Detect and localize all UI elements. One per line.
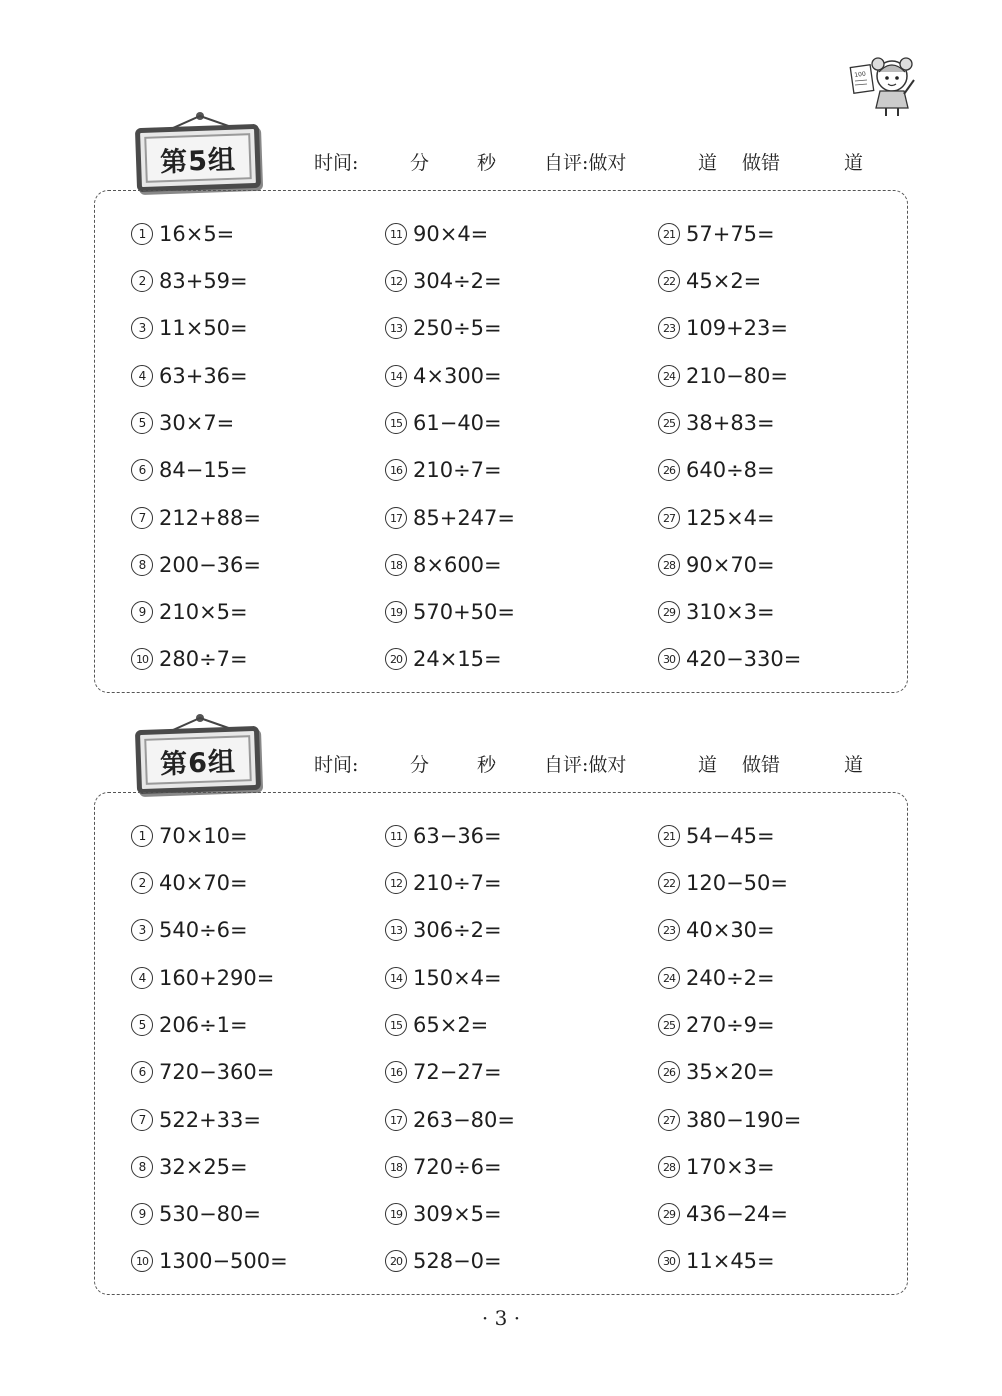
problem-number: 11 — [385, 825, 407, 847]
problem-item — [131, 266, 248, 296]
problem-expression: 150×4= — [413, 966, 502, 990]
problem-item — [131, 408, 234, 438]
group-title: 第5组 — [144, 133, 252, 183]
problem-number: 22 — [658, 270, 680, 292]
problem-expression: 11×45= — [686, 1249, 775, 1273]
problem-expression: 32×25= — [159, 1155, 248, 1179]
problem-expression: 530−80= — [159, 1202, 261, 1226]
problem-number: 9 — [131, 1203, 153, 1225]
problem-number: 6 — [131, 459, 153, 481]
problem-expression: 63+36= — [159, 364, 248, 388]
problem-number: 12 — [385, 872, 407, 894]
problem-expression: 570+50= — [413, 600, 515, 624]
problem-number: 1 — [131, 223, 153, 245]
group-title-frame — [135, 124, 261, 192]
problem-number: 2 — [131, 270, 153, 292]
problem-item — [658, 361, 788, 391]
problem-expression: 528−0= — [413, 1249, 502, 1273]
problem-expression: 1300−500= — [159, 1249, 288, 1273]
minutes-label: 分 — [410, 152, 430, 174]
problem-number: 1 — [131, 825, 153, 847]
problem-number: 13 — [385, 919, 407, 941]
problem-number: 9 — [131, 601, 153, 623]
problem-item — [658, 1057, 775, 1087]
problem-expression: 83+59= — [159, 269, 248, 293]
problem-number: 25 — [658, 412, 680, 434]
problem-number: 21 — [658, 825, 680, 847]
problem-expression: 109+23= — [686, 316, 788, 340]
problem-number: 5 — [131, 1014, 153, 1036]
correct-unit-label: 道 — [698, 754, 718, 776]
problem-expression: 304÷2= — [413, 269, 502, 293]
problem-item — [385, 219, 488, 249]
problem-box — [94, 792, 908, 1295]
problem-number: 12 — [385, 270, 407, 292]
problem-expression: 210÷7= — [413, 458, 502, 482]
problem-number: 7 — [131, 507, 153, 529]
problem-item — [658, 1199, 788, 1229]
problem-number: 19 — [385, 601, 407, 623]
problem-number: 8 — [131, 1156, 153, 1178]
problem-expression: 720÷6= — [413, 1155, 502, 1179]
problem-number: 21 — [658, 223, 680, 245]
problem-number: 16 — [385, 1061, 407, 1083]
problem-expression: 309×5= — [413, 1202, 502, 1226]
problem-expression: 54−45= — [686, 824, 775, 848]
problem-expression: 72−27= — [413, 1060, 502, 1084]
seconds-label: 秒 — [477, 754, 497, 776]
problem-item — [131, 313, 248, 343]
problem-item — [131, 821, 248, 851]
problem-number: 4 — [131, 967, 153, 989]
problem-item — [658, 219, 775, 249]
problem-item — [658, 1152, 775, 1182]
problem-number: 23 — [658, 317, 680, 339]
problem-expression: 420−330= — [686, 647, 802, 671]
problem-number: 7 — [131, 1109, 153, 1131]
problem-item — [385, 1152, 502, 1182]
problem-expression: 90×4= — [413, 222, 489, 246]
problem-expression: 310×3= — [686, 600, 775, 624]
group-title: 第6组 — [144, 735, 252, 785]
problem-number: 2 — [131, 872, 153, 894]
problem-item — [385, 915, 502, 945]
problem-number: 27 — [658, 1109, 680, 1131]
problem-item — [131, 219, 234, 249]
problem-item — [131, 550, 261, 580]
problem-expression: 200−36= — [159, 553, 261, 577]
problem-number: 18 — [385, 554, 407, 576]
problem-expression: 270÷9= — [686, 1013, 775, 1037]
problem-item — [131, 868, 248, 898]
problem-expression: 210×5= — [159, 600, 248, 624]
problem-item — [385, 361, 502, 391]
problem-expression: 240÷2= — [686, 966, 775, 990]
correct-unit-label: 道 — [698, 152, 718, 174]
self-eval-correct-label: 自评:做对 — [544, 754, 627, 776]
problem-expression: 11×50= — [159, 316, 248, 340]
problem-expression: 30×7= — [159, 411, 235, 435]
problem-item — [131, 361, 248, 391]
problem-number: 29 — [658, 601, 680, 623]
problem-item — [658, 1105, 801, 1135]
problem-item — [131, 963, 274, 993]
problem-number: 17 — [385, 1109, 407, 1131]
problem-expression: 40×30= — [686, 918, 775, 942]
problem-item — [658, 408, 775, 438]
problem-expression: 120−50= — [686, 871, 788, 895]
problem-expression: 85+247= — [413, 506, 515, 530]
problem-number: 30 — [658, 648, 680, 670]
girl-with-certificate-icon — [848, 50, 920, 120]
problem-number: 8 — [131, 554, 153, 576]
problem-item — [131, 1010, 248, 1040]
problem-item — [131, 1105, 261, 1135]
problem-number: 24 — [658, 967, 680, 989]
problem-item — [385, 503, 515, 533]
problem-number: 6 — [131, 1061, 153, 1083]
problem-number: 10 — [131, 648, 153, 670]
page-number: · 3 · — [481, 1306, 521, 1330]
problem-item — [385, 1246, 502, 1276]
problem-item — [385, 1057, 502, 1087]
problem-expression: 522+33= — [159, 1108, 261, 1132]
problem-number: 13 — [385, 317, 407, 339]
problem-expression: 210−80= — [686, 364, 788, 388]
problem-item — [385, 821, 502, 851]
problem-item — [131, 1246, 288, 1276]
problem-item — [658, 1246, 775, 1276]
problem-item — [658, 915, 775, 945]
problem-expression: 263−80= — [413, 1108, 515, 1132]
problem-item — [658, 266, 761, 296]
problem-expression: 35×20= — [686, 1060, 775, 1084]
self-eval-correct-label: 自评:做对 — [544, 152, 627, 174]
wrong-unit-label: 道 — [844, 754, 864, 776]
problem-item — [658, 644, 801, 674]
problem-number: 15 — [385, 412, 407, 434]
problem-expression: 125×4= — [686, 506, 775, 530]
problem-item — [658, 550, 775, 580]
problem-expression: 306÷2= — [413, 918, 502, 942]
minutes-label: 分 — [410, 754, 430, 776]
problem-item — [658, 597, 775, 627]
problem-item — [131, 1199, 261, 1229]
problem-item — [385, 266, 502, 296]
problem-expression: 70×10= — [159, 824, 248, 848]
problem-number: 29 — [658, 1203, 680, 1225]
wrong-label: 做错 — [742, 754, 781, 776]
problem-item — [385, 868, 502, 898]
problem-expression: 280÷7= — [159, 647, 248, 671]
problem-expression: 720−360= — [159, 1060, 275, 1084]
problem-expression: 65×2= — [413, 1013, 489, 1037]
problem-number: 19 — [385, 1203, 407, 1225]
svg-text:100: 100 — [853, 70, 867, 79]
problem-expression: 45×2= — [686, 269, 762, 293]
problem-number: 14 — [385, 365, 407, 387]
problem-item — [385, 550, 502, 580]
problem-expression: 4×300= — [413, 364, 502, 388]
problem-expression: 380−190= — [686, 1108, 802, 1132]
problem-number: 20 — [385, 1250, 407, 1272]
problem-item — [658, 821, 775, 851]
time-label: 时间: — [314, 754, 359, 776]
problem-item — [385, 408, 502, 438]
problem-expression: 40×70= — [159, 871, 248, 895]
problem-item — [131, 597, 248, 627]
problem-number: 18 — [385, 1156, 407, 1178]
problem-item — [385, 313, 502, 343]
problem-number: 16 — [385, 459, 407, 481]
problem-item — [385, 1105, 515, 1135]
problem-number: 20 — [385, 648, 407, 670]
problem-expression: 640÷8= — [686, 458, 775, 482]
problem-item — [385, 455, 502, 485]
problem-number: 28 — [658, 554, 680, 576]
problem-number: 15 — [385, 1014, 407, 1036]
problem-expression: 38+83= — [686, 411, 775, 435]
group-title-frame — [135, 726, 261, 794]
problem-expression: 170×3= — [686, 1155, 775, 1179]
seconds-label: 秒 — [477, 152, 497, 174]
problem-expression: 210÷7= — [413, 871, 502, 895]
wrong-label: 做错 — [742, 152, 781, 174]
problem-number: 26 — [658, 1061, 680, 1083]
problem-number: 25 — [658, 1014, 680, 1036]
problem-item — [131, 1152, 248, 1182]
problem-item — [658, 963, 775, 993]
problem-expression: 250÷5= — [413, 316, 502, 340]
problem-number: 5 — [131, 412, 153, 434]
problem-expression: 84−15= — [159, 458, 248, 482]
problem-item — [385, 1010, 488, 1040]
problem-item — [385, 644, 502, 674]
problem-number: 3 — [131, 919, 153, 941]
problem-expression: 212+88= — [159, 506, 261, 530]
problem-expression: 436−24= — [686, 1202, 788, 1226]
problem-expression: 90×70= — [686, 553, 775, 577]
problem-item — [385, 1199, 502, 1229]
problem-item — [658, 455, 775, 485]
problem-expression: 16×5= — [159, 222, 235, 246]
problem-item — [131, 503, 261, 533]
problem-number: 24 — [658, 365, 680, 387]
problem-expression: 63−36= — [413, 824, 502, 848]
problem-number: 3 — [131, 317, 153, 339]
problem-expression: 540÷6= — [159, 918, 248, 942]
problem-number: 4 — [131, 365, 153, 387]
problem-item — [385, 963, 502, 993]
problem-number: 22 — [658, 872, 680, 894]
problem-item — [658, 1010, 775, 1040]
problem-item — [131, 644, 248, 674]
problem-expression: 24×15= — [413, 647, 502, 671]
problem-expression: 8×600= — [413, 553, 502, 577]
problem-item — [658, 503, 775, 533]
problem-item — [658, 868, 788, 898]
problem-number: 23 — [658, 919, 680, 941]
problem-box — [94, 190, 908, 693]
problem-item — [131, 1057, 274, 1087]
problem-expression: 206÷1= — [159, 1013, 248, 1037]
problem-item — [131, 915, 248, 945]
wrong-unit-label: 道 — [844, 152, 864, 174]
problem-expression: 61−40= — [413, 411, 502, 435]
problem-number: 30 — [658, 1250, 680, 1272]
problem-number: 17 — [385, 507, 407, 529]
problem-expression: 57+75= — [686, 222, 775, 246]
problem-item — [658, 313, 788, 343]
problem-item — [131, 455, 248, 485]
problem-number: 14 — [385, 967, 407, 989]
time-label: 时间: — [314, 152, 359, 174]
problem-expression: 160+290= — [159, 966, 275, 990]
problem-number: 28 — [658, 1156, 680, 1178]
problem-number: 26 — [658, 459, 680, 481]
problem-number: 27 — [658, 507, 680, 529]
problem-item — [385, 597, 515, 627]
problem-number: 10 — [131, 1250, 153, 1272]
problem-number: 11 — [385, 223, 407, 245]
